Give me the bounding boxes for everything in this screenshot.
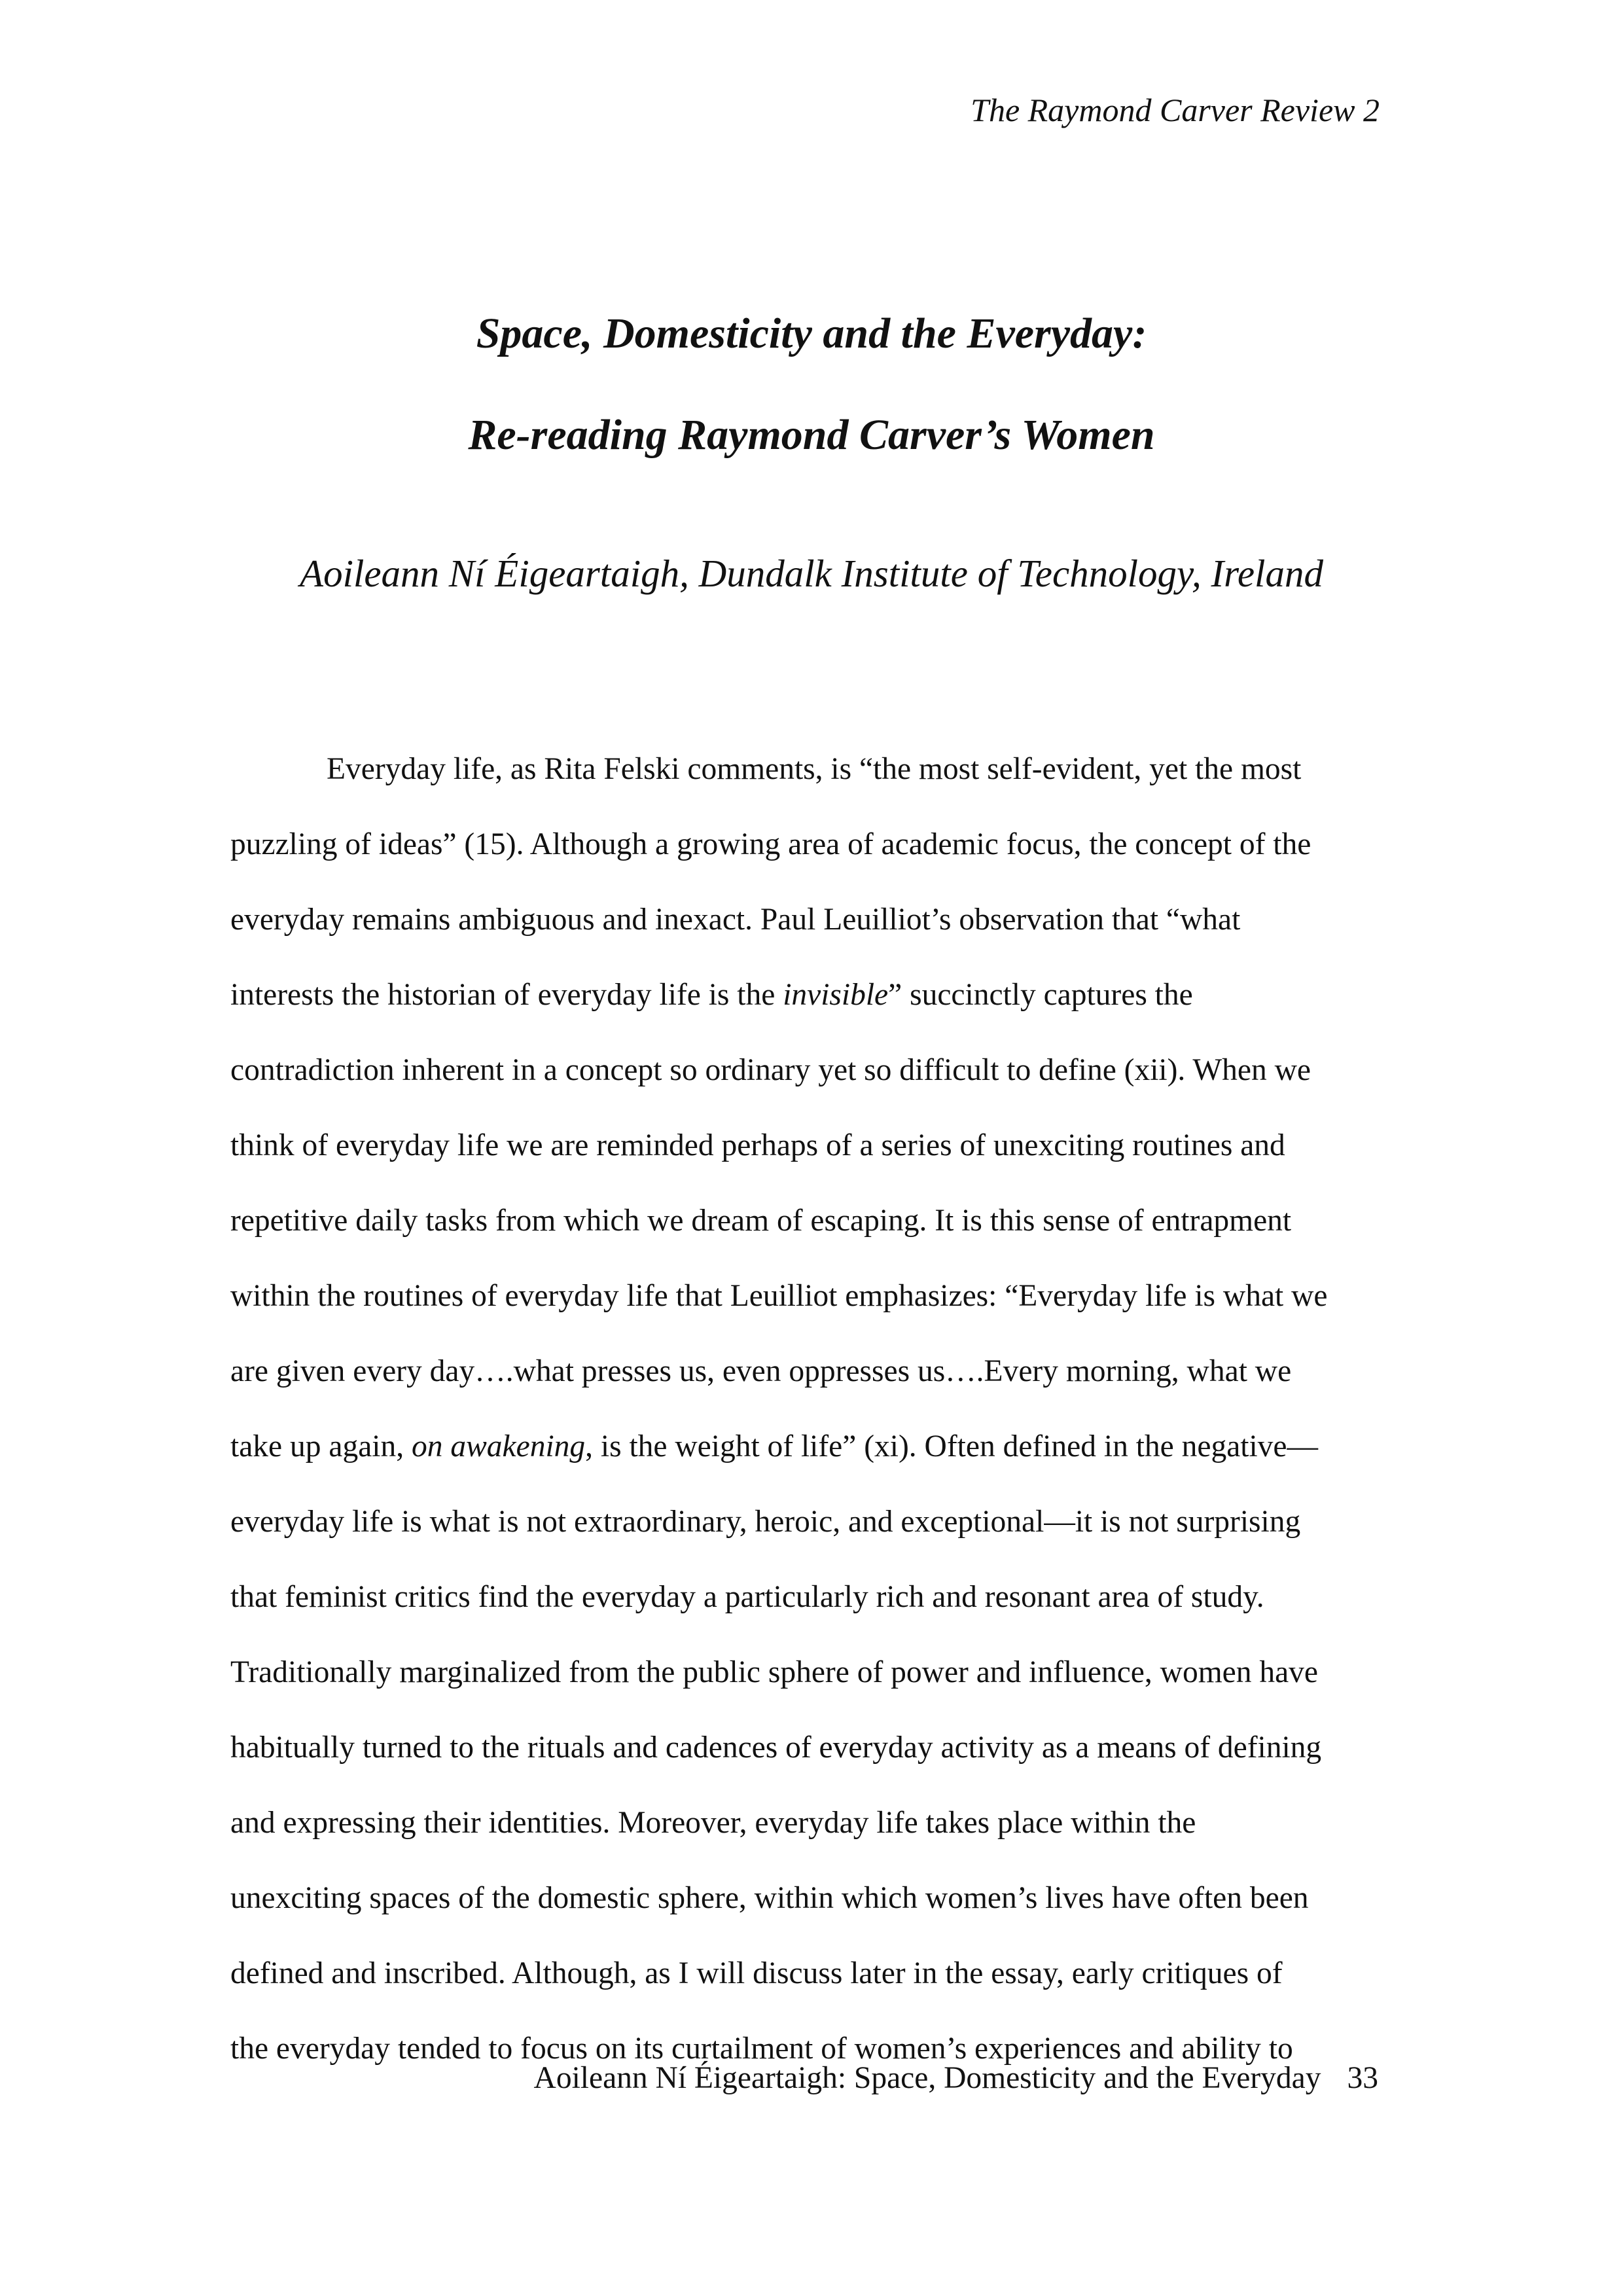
body-line: puzzling of ideas” (15). Although a growing area of academic focus, the concept of the [230,827,1311,861]
body-line-text: ” succinctly captures the [888,978,1193,1012]
body-line-text: interests the historian of everyday life is the [230,978,783,1012]
body-line: Everyday life, as Rita Felski comments, is “the most self-evident, yet the most [327,752,1302,786]
article-title-line-2: Re-reading Raymond Carver’s Women [468,411,1155,459]
page-footer [534,2063,1378,2094]
body-paragraph [230,732,1382,2087]
body-line: contradiction inherent in a concept so ordinary yet so difficult to define (xii). When we [230,1053,1311,1087]
body-line: the everyday tended to focus on its curtailment of women’s experiences and ability to [230,2032,1293,2066]
footer-running-title: Aoileann Ní Éigeartaigh: Space, Domesticity and the Everyday [533,2061,1321,2095]
body-line: defined and inscribed. Although, as I will discuss later in the essay, early critiques of [230,1956,1283,1990]
body-line [230,1409,1382,1484]
body-line: habitually turned to the rituals and cadences of everyday activity as a means of defining [230,1731,1322,1765]
author-affiliation: Aoileann Ní Éigeartaigh, Dundalk Institute of Technology, Ireland [300,552,1323,595]
body-line: everyday life is what is not extraordinary, heroic, and exceptional—it is not surprising [230,1505,1301,1539]
emphasis: on awakening [411,1429,586,1463]
body-line-text: , is the weight of life” (xi). Often defined in the negative— [585,1429,1319,1463]
body-line: that feminist critics find the everyday a particularly rich and resonant area of study. [230,1580,1264,1614]
body-line: within the routines of everyday life that Leuilliot emphasizes: “Everyday life is what we [230,1279,1328,1313]
page-number: 33 [1347,2061,1378,2095]
body-line: everyday remains ambiguous and inexact. Paul Leuilliot’s observation that “what [230,903,1241,937]
article-title-line-1: Space, Domesticity and the Everyday: [476,310,1147,357]
body-line: unexciting spaces of the domestic sphere, within which women’s lives have often been [230,1881,1309,1915]
body-line: think of everyday life we are reminded perhaps of a series of unexciting routines and [230,1128,1285,1162]
body-line: and expressing their identities. Moreover, everyday life takes place within the [230,1806,1196,1840]
body-line: are given every day….what presses us, even oppresses us….Every morning, what we [230,1354,1292,1388]
running-head: The Raymond Carver Review 2 [971,92,1380,128]
body-line: repetitive daily tasks from which we dream of escaping. It is this sense of entrapment [230,1204,1292,1238]
body-line: Traditionally marginalized from the public sphere of power and influence, women have [230,1655,1319,1689]
body-line-text: take up again, [230,1429,412,1463]
emphasis: invisible [783,978,889,1012]
body-line [230,958,1382,1033]
